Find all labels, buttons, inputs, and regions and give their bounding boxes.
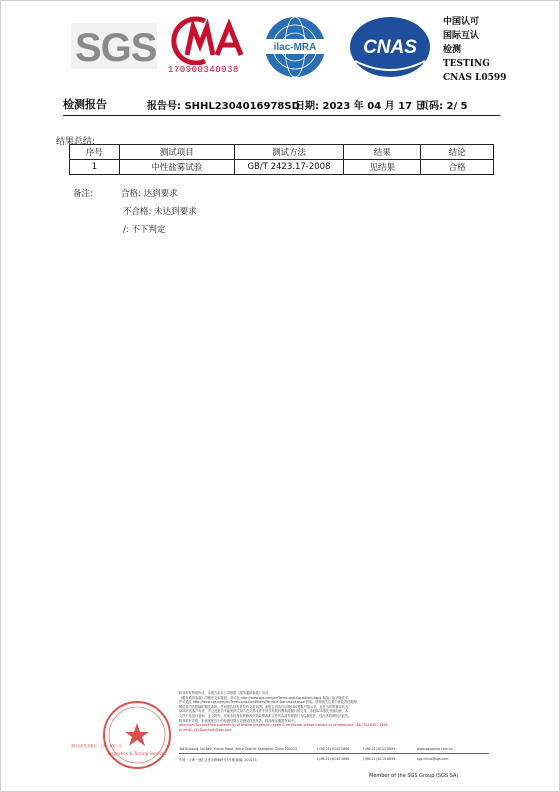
ilac-logo-text: ilac-MRA [273,42,317,53]
report-number: 报告号: SHHL2304016978SD [147,101,300,112]
footer-divider [179,753,489,754]
ilac-globe-icon [259,15,331,79]
phone-cn: t (86-21) 6140 2666 [317,757,350,761]
report-footer [71,689,511,779]
table-cell: 见结果 [344,160,421,175]
report-title-bar [63,95,500,113]
table-cell: GB/T 2423.17-2008 [234,160,344,175]
cnas-logo [347,15,433,79]
report-date: 日期: 2023 年 04 月 17 日 [295,101,426,112]
cma-mark-icon [165,15,251,65]
header-logos [61,15,506,81]
title-divider [63,115,500,116]
table-cell: 中性盐雾试验 [119,160,234,175]
website: www.sgsgroup.com.cn [417,747,453,751]
footer-line: SGS对其客户负责，并且此报告不能免除交易方在交易文件中所享有的权利和应履行的义务。未经SGS事先书面同意，本 [179,709,349,714]
note-item: 合格: 达到要求 [121,189,178,199]
table-cell: 合格 [421,160,494,175]
sgs-logo-text: SGS [75,26,157,70]
cnas-logo-text: CNAS [363,37,417,58]
page-number: 页码: 2/ 5 [419,101,468,112]
footer-line: 文件不得进行复制，全文除外。任何未经授权的修改伪造或窜改本文件内容或外观的行为均属违法，违反者将被依法追究。 [179,713,352,718]
footer-line: 件可通过 http://www.sgs.com/en/Terms-and-Conditions/Terms-e-Document.aspx 获取。请特别关注其中涉及责任限制、 [179,700,360,705]
cma-logo [165,15,251,75]
summary-heading: 结果总结: [56,137,96,147]
sgs-logo [71,23,157,69]
notes-label: 备注: [73,189,93,199]
email: sgs.china@sgs.com [417,757,449,761]
accreditation-line: TESTING [443,59,490,69]
report-title: 检测报告 [63,98,107,111]
accreditation-line: 检测 [443,45,462,55]
accreditation-text [443,15,513,85]
column-header: 测试项目 [119,145,234,160]
table-row [70,160,494,175]
fax: f (86-21) 6115 6899 [363,747,396,751]
accreditation-line: 国际互认 [443,31,480,41]
footer-line: 赔偿及司法管辖的相关条款。任何报告持有者均有义务知悉，此报告内容仅反映SGS受客户指示下，且在当时的事实状况。 [179,704,352,709]
column-header: 结果 [344,145,421,160]
footer-line: 《服务通用条款》印刷在文本背面，亦可在 http://www.sgs.com/en/Terms-and-Conditions.aspx 查阅。电子格式文 [179,695,348,700]
fax-cn: f (86-21) 6115 6899 [363,757,396,761]
footer-line: 除非另有声明，本测试报告中的检测结果仅对测试样品负责。样品保存期限为30天。 [179,718,298,723]
ilac-mra-logo [259,15,331,79]
note-item: 不合格: 未达到要求 [123,207,197,217]
footer-attention-email: or email: CN.Doccheck@sgs.com [179,727,232,732]
phone: t (86-21) 6140 2666 [317,747,350,751]
column-header: 序号 [70,145,120,160]
cma-number: 170900340938 [168,65,239,75]
address-cn: 中国・上海・徐汇区宜山路889号3号楼 邮编: 200233 [179,758,257,762]
cnas-mark-icon [347,15,433,79]
address-en: 3rd Building, No.889, Yishan Road, Xuhui District Shanghai, China 200233 [179,747,297,751]
table-header-row [70,145,494,160]
summary-table [69,144,494,175]
stamp-sub-text: Inspection & Testing Services [107,751,167,756]
member-line: Member of the SGS Group (SGS SA) [369,773,459,779]
stamp-text: 通标标准技术服务（上海）有限公司 [71,744,122,748]
accreditation-line: 中国认可 [443,17,480,27]
column-header: 结论 [421,145,494,160]
column-header: 测试方法 [234,145,344,160]
company-stamp-icon [101,699,173,771]
note-item: /: 不下判定 [123,225,166,235]
accreditation-line: CNAS L0599 [443,73,507,83]
footer-attention: Attention: To check the authenticity of testing /inspection report & certificate, please contact us at telephone: (86-755) 8307 1443, [179,723,389,728]
footer-terms [179,691,489,732]
footer-line: 除非另有特别协议，本报告由本公司根据《服务通用条款》出具。 [179,691,272,695]
table-cell: 1 [70,160,120,175]
